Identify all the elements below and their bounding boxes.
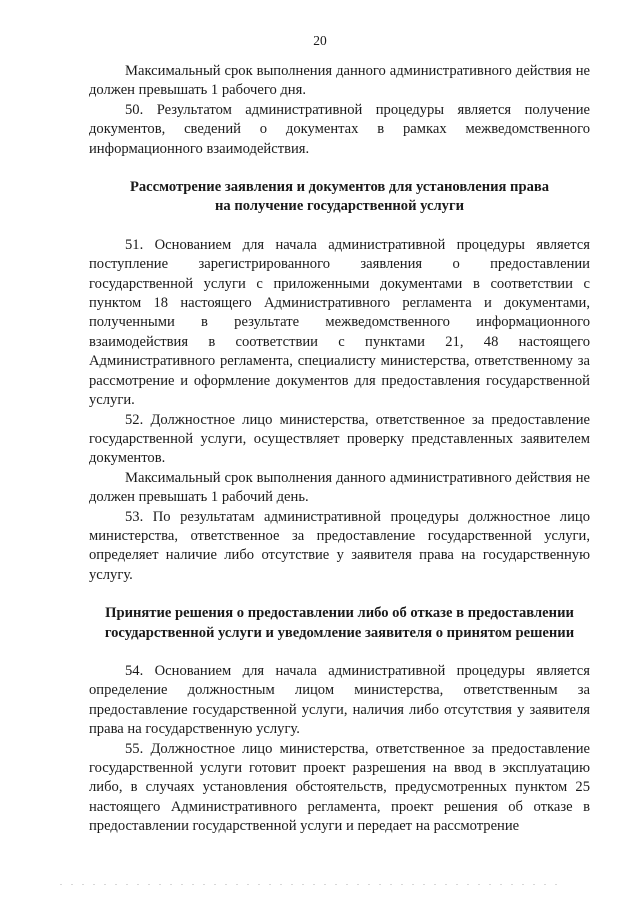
page-number: 20 (313, 33, 327, 48)
paragraph-51: 51. Основанием для начала административной процедуры является поступление зарегистрированного заявления о предоставлении государственной услуги с приложенными документами в соответствии с пунктом 18 настоящего Административного регламента и документами, полученными в результате межведомственного информационного взаимодействия в соответствии с пунктами 21, 48 настоящего Административного регламента, специалисту министерства, ответственному за рассмотрение и оформление документов для предоставления государственной услуги. (89, 236, 590, 409)
document-body (89, 62, 590, 837)
heading-line: Принятие решения о предоставлении либо об отказе в предоставлении (105, 605, 574, 622)
paragraph: Максимальный срок выполнения данного административного действия не должен превышать 1 рабочего дня. (89, 63, 590, 99)
section-heading-review (89, 178, 590, 217)
paragraph-55: 55. Должностное лицо министерства, ответственное за предоставление государственной услуги готовит проект разрешения на ввод в эксплуатацию либо, в случаях установления обстоятельств, предусмотренных пунктом 25 настоящего Административного регламента, проект решения об отказе в предоставлении государственной услуги и передает на рассмотрение (89, 740, 590, 835)
heading-line: государственной услуги и уведомление заявителя о принятом решении (104, 624, 575, 641)
paragraph-50: 50. Результатом административной процедуры является получение документов, сведений о документах в рамках межведомственного информационного взаимодействия. (89, 101, 590, 157)
paragraph: Максимальный срок выполнения данного административного действия не должен превышать 1 рабочий день. (89, 469, 590, 506)
paragraph-53: 53. По результатам административной процедуры должностное лицо министерства, ответственное за предоставление государственной услуги, определяет наличие либо отсутствие у заявителя права на государственную услугу. (89, 508, 590, 583)
section-heading-decision (89, 604, 590, 643)
paragraph-52: 52. Должностное лицо министерства, ответственное за предоставление государственной услуги, осуществляет проверку представленных заявителем документов. (89, 411, 590, 467)
paragraph-54: 54. Основанием для начала административной процедуры является определение должностным лицом министерства, ответственным за предоставление государственной услуги, наличия либо отсутствия у заявителя права на государственную услугу. (89, 662, 590, 738)
heading-line: Рассмотрение заявления и документов для установления права (129, 179, 550, 196)
heading-line: на получение государственной услуги (214, 198, 465, 215)
scan-artifact (60, 884, 560, 885)
